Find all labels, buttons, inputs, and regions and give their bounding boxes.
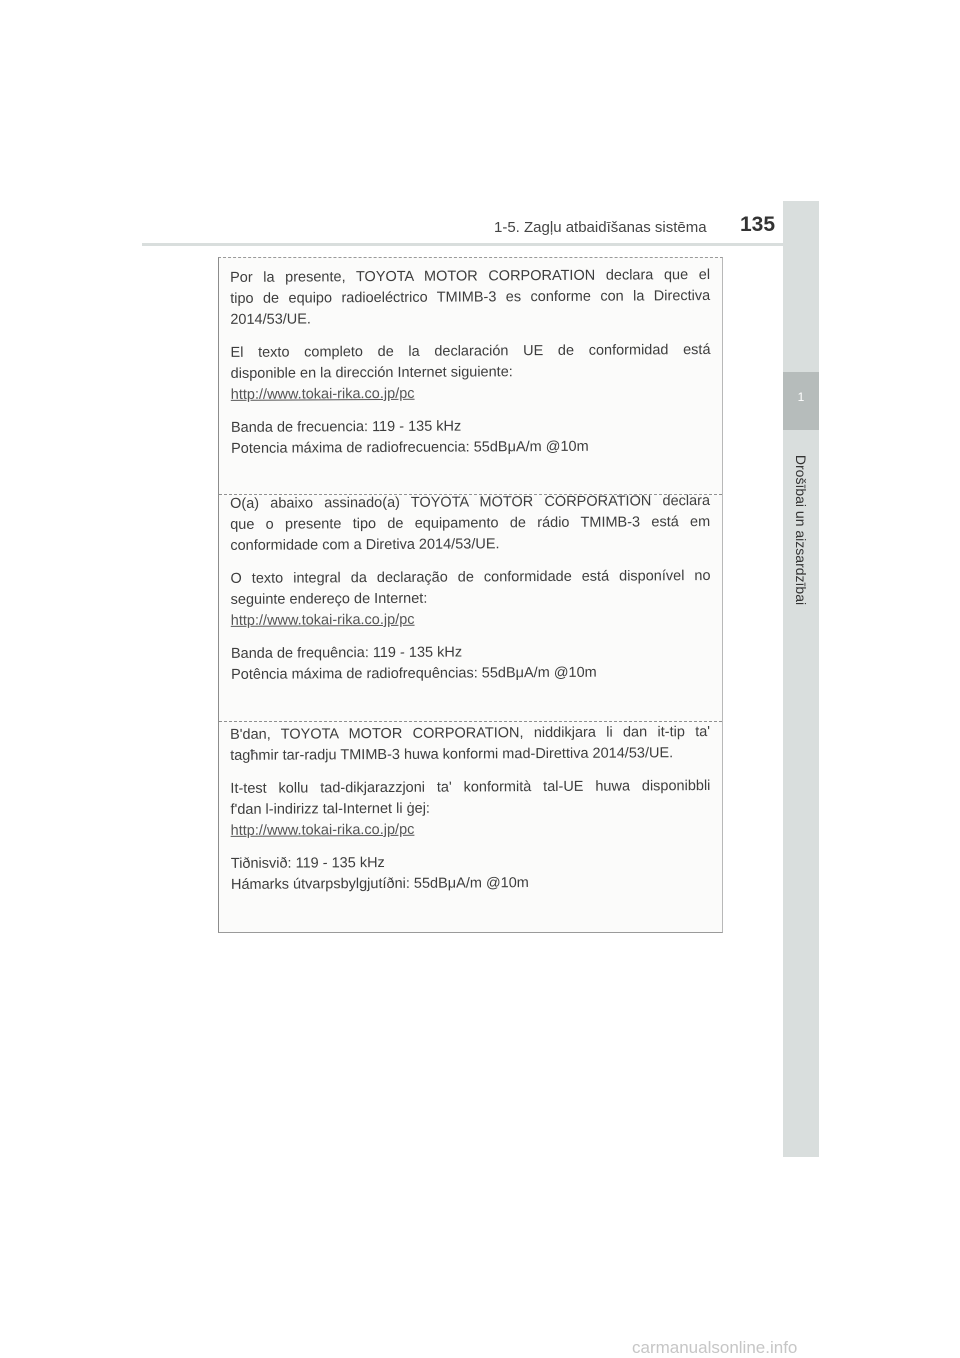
declaration-url-link[interactable]: http://www.tokai-rika.co.jp/pc bbox=[230, 821, 415, 839]
text-line: O(a) abaixo assinado(a) TOYOTA MOTOR CORPORATION declara bbox=[230, 493, 711, 512]
chapter-title: Drošībai un aizsardzībai bbox=[793, 454, 809, 606]
technical-specs bbox=[231, 851, 711, 896]
frequency-band: Banda de frequência: 119 - 135 kHz bbox=[230, 644, 463, 662]
text-line: seguinte endereço de Internet: bbox=[230, 590, 428, 608]
text-line: tagħmir tar-radju TMIMB-3 huwa konformi mad-Direttiva 2014/53/UE. bbox=[230, 745, 674, 764]
text-line: f'dan l-indirizz tal-Internet li ġej: bbox=[230, 800, 430, 818]
full-text-paragraph bbox=[230, 776, 710, 842]
max-power: Potência máxima de radiofrequências: 55dBμA/m @10m bbox=[231, 664, 597, 683]
full-text-paragraph bbox=[230, 566, 710, 632]
text-line: It-test kollu tad-dikjarazzjoni ta' konformità tal-UE huwa disponibbli bbox=[230, 777, 711, 797]
text-line: El texto completo de la declaración UE de conformidad está bbox=[230, 341, 711, 361]
technical-specs bbox=[231, 415, 711, 460]
technical-specs bbox=[231, 641, 711, 686]
text-line: que o presente tipo de equipamento de rádio TMIMB-3 está em bbox=[230, 514, 711, 533]
declaration-block-maltese bbox=[219, 722, 723, 908]
header-rule bbox=[142, 243, 818, 246]
text-line: B'dan, TOYOTA MOTOR CORPORATION, niddikjara li dan it-tip ta' bbox=[230, 724, 711, 743]
chapter-number: 1 bbox=[797, 390, 805, 404]
full-text-paragraph bbox=[230, 340, 710, 406]
declaration-paragraph bbox=[230, 722, 710, 767]
declaration-block-portuguese bbox=[219, 491, 723, 698]
text-line: 2014/53/UE. bbox=[230, 311, 311, 328]
frequency-band: Banda de frecuencia: 119 - 135 kHz bbox=[230, 418, 462, 436]
text-line: conformidade com a Diretiva 2014/53/UE. bbox=[230, 536, 500, 554]
text-line: Por la presente, TOYOTA MOTOR CORPORATION declara que el bbox=[230, 267, 711, 286]
declaration-block-spanish bbox=[219, 265, 723, 472]
chapter-side-tab bbox=[783, 201, 819, 1157]
declaration-url-link[interactable]: http://www.tokai-rika.co.jp/pc bbox=[230, 611, 415, 629]
watermark-text: carmanualsonline.info bbox=[632, 1338, 798, 1357]
declaration-url-link[interactable]: http://www.tokai-rika.co.jp/pc bbox=[230, 385, 415, 403]
declaration-paragraph bbox=[230, 265, 710, 331]
text-line: tipo de equipo radioeléctrico TMIMB-3 es conforme con la Directiva bbox=[230, 288, 711, 307]
max-power: Hámarks útvarpsbylgjutíðni: 55dBμA/m @10m bbox=[230, 875, 529, 893]
declaration-scan-box bbox=[218, 257, 723, 933]
declaration-paragraph bbox=[230, 491, 710, 557]
max-power: Potencia máxima de radiofrecuencia: 55dBμA/m @10m bbox=[231, 438, 589, 457]
page-number: 135 bbox=[740, 213, 776, 236]
frequency-band: Tiðnisvið: 119 - 135 kHz bbox=[230, 854, 385, 872]
section-title: 1-5. Zagļu atbaidīšanas sistēma bbox=[494, 219, 707, 236]
text-line: disponible en la dirección Internet siguiente: bbox=[230, 364, 513, 382]
text-line: O texto integral da declaração de conformidade está disponível no bbox=[230, 567, 711, 587]
